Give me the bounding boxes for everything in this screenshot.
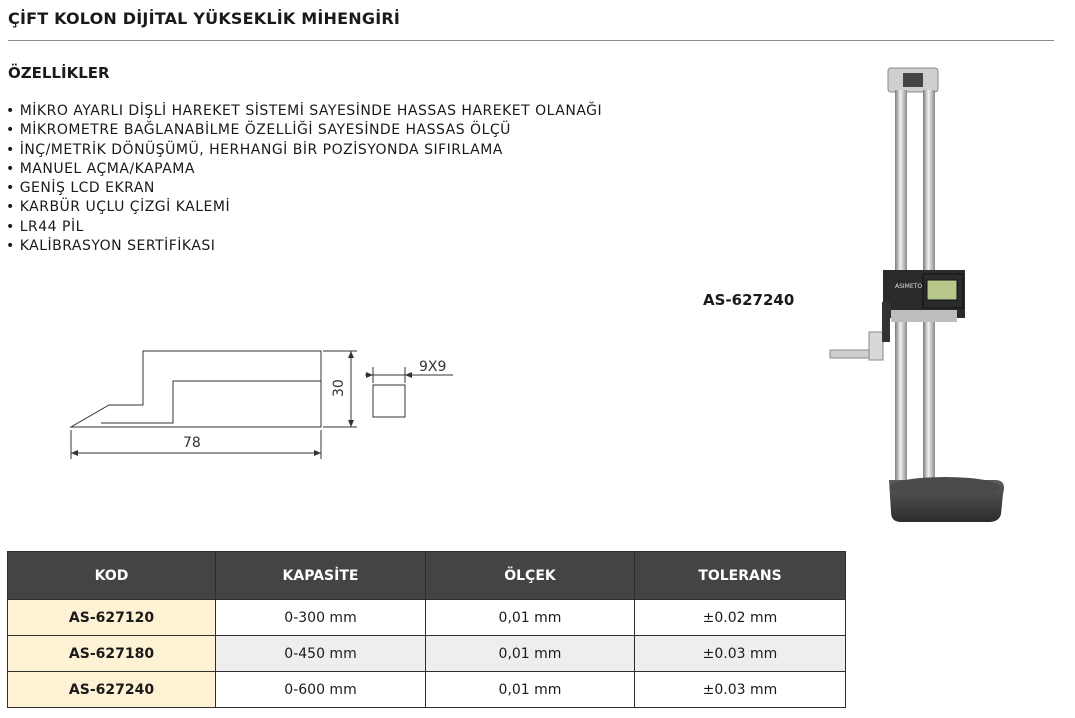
col-header-code: KOD: [8, 552, 216, 600]
cell-capacity: 0-450 mm: [216, 636, 426, 672]
feature-item: • LR44 PİL: [6, 218, 84, 235]
col-header-capacity: KAPASİTE: [216, 552, 426, 600]
length-arrow-left: [71, 450, 78, 456]
feature-item: • MANUEL AÇMA/KAPAMA: [6, 160, 195, 177]
feature-item: • MİKROMETRE BAĞLANABİLME ÖZELLİĞİ SAYESİNDE HASSAS ÖLÇÜ: [6, 122, 511, 139]
cell-code: AS-627180: [8, 636, 216, 672]
model-label: AS-627240: [703, 291, 795, 309]
feature-item: • MİKRO AYARLI DİŞLİ HAREKET SİSTEMİ SAYESİNDE HASSAS HAREKET OLANAĞI: [6, 103, 603, 119]
height-dim-label: 30: [331, 379, 347, 397]
cell-tolerance: ±0.02 mm: [635, 600, 846, 636]
top-cap-window: [903, 73, 923, 87]
spec-table: [7, 551, 846, 708]
height-gauge-photo: [825, 62, 1015, 527]
col-header-scale: ÖLÇEK: [426, 552, 635, 600]
table-header-row: [8, 552, 846, 600]
cell-code: AS-627120: [8, 600, 216, 636]
section-arrow-right: [405, 372, 412, 378]
feature-item: • İNÇ/METRİK DÖNÜŞÜMÜ, HERHANGİ BİR POZİSYONDA SIFIRLAMA: [6, 141, 503, 158]
title-divider: [8, 40, 1054, 41]
cell-capacity: 0-600 mm: [216, 672, 426, 708]
height-arrow-top: [348, 351, 354, 358]
clamp-post: [882, 302, 890, 342]
base-top: [890, 477, 1000, 497]
features-heading: ÖZELLİKLER: [8, 64, 110, 82]
cell-tolerance: ±0.03 mm: [635, 672, 846, 708]
cell-capacity: 0-300 mm: [216, 600, 426, 636]
features-list: [6, 102, 602, 256]
cell-scale: 0,01 mm: [426, 636, 635, 672]
cell-scale: 0,01 mm: [426, 600, 635, 636]
section-arrow-left: [366, 372, 373, 378]
feature-item: • KARBÜR UÇLU ÇİZGİ KALEMİ: [6, 199, 231, 216]
table-row: [8, 600, 846, 636]
feature-item: • KALİBRASYON SERTİFİKASI: [6, 238, 216, 255]
section-square: [373, 385, 405, 417]
scriber-drawing: [55, 335, 465, 465]
length-dim-label: 78: [183, 435, 201, 451]
table-row: [8, 636, 846, 672]
section-dim-label: 9X9: [419, 359, 447, 375]
length-arrow-right: [314, 450, 321, 456]
lcd-display: [927, 280, 957, 300]
brand-text: ASIMETO: [895, 283, 923, 290]
cell-tolerance: ±0.03 mm: [635, 636, 846, 672]
height-arrow-bottom: [348, 420, 354, 427]
col-header-tolerance: TOLERANS: [635, 552, 846, 600]
cell-code: AS-627240: [8, 672, 216, 708]
slider-plate: [891, 310, 957, 322]
feature-item: • GENİŞ LCD EKRAN: [6, 180, 155, 197]
scriber-outline: [71, 351, 321, 427]
scriber-clamp: [869, 332, 883, 360]
table-row: [8, 672, 846, 708]
page-title: ÇİFT KOLON DİJİTAL YÜKSEKLİK MİHENGİRİ: [8, 9, 401, 28]
cell-scale: 0,01 mm: [426, 672, 635, 708]
scriber-inner-edge: [101, 381, 321, 423]
